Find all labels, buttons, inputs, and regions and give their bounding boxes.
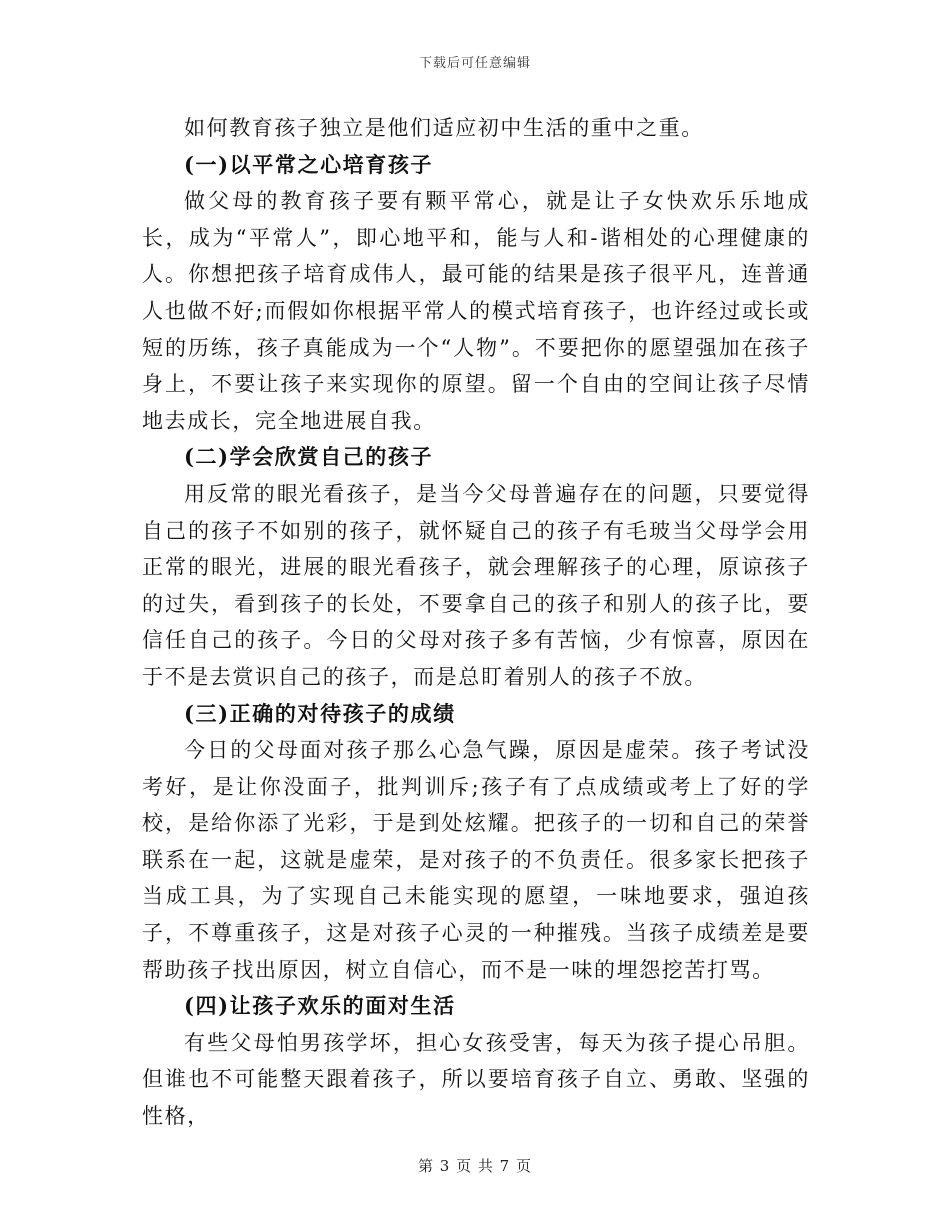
section-heading-4: (四)让孩子欢乐的面对生活 (184, 993, 456, 1019)
page-header: 下载后可任意编辑 (418, 56, 531, 71)
section-paragraph-3: 今日的父母面对孩子那么心急气躁，原因是虚荣。孩子考试没考好，是让你没面子，批判训斥;孩子有了点成绩或考上了好的学校，是给你添了光彩，于是到处炫耀。把孩子的一切和自己的荣誉联系在一起，这就是虚荣，是对孩子的不负责任。很多家长把孩子当成工具，为了实现自己未能实现的愿望，一味地要求，强迫孩子，不尊重孩子，这是对孩子心灵的一种摧残。当孩子成绩差是要帮助孩子找出原因，树立自信心，而不是一味的埋怨挖苦打骂。 (142, 738, 810, 982)
intro-paragraph: 如何教育孩子独立是他们适应初中生活的重中之重。 (184, 116, 704, 140)
section-paragraph-1: 做父母的教育孩子要有颗平常心，就是让子女快欢乐乐地成长，成为“平常人”，即心地平和，能与人和-谐相处的心理健康的人。你想把孩子培育成伟人，最可能的结果是孩子很平凡，连普通人也做不好;而假如你根据平常人的模式培育孩子，也许经过或长或短的历练，孩子真能成为一个“人物”。不要把你的愿望强加在孩子身上，不要让孩子来实现你的原望。留一个自由的空间让孩子尽情地去成长，完全地进展自我。 (142, 189, 810, 433)
section-paragraph-2: 用反常的眼光看孩子，是当今父母普遍存在的问题，只要觉得自己的孩子不如别的孩子，就怀疑自己的孩子有毛玻当父母学会用正常的眼光，进展的眼光看孩子，就会理解孩子的心理，原谅孩子的过失，看到孩子的长处，不要拿自己的孩子和别人的孩子比，要信任自己的孩子。今日的父母对孩子多有苦恼，少有惊喜，原因在于不是去赏识自己的孩子，而是总盯着别人的孩子不放。 (142, 481, 810, 689)
page-number: 第 3 页 共 7 页 (418, 1157, 532, 1175)
section-heading-2: (二)学会欣赏自己的孩子 (184, 444, 434, 470)
section-paragraph-4: 有些父母怕男孩学坏，担心女孩受害，每天为孩子提心吊胆。但谁也不可能整天跟着孩子，所以要培育孩子自立、勇敢、坚强的性格， (142, 1030, 810, 1129)
document-body (142, 110, 810, 1135)
section-heading-1: (一)以平常之心培育孩子 (184, 151, 434, 177)
section-heading-3: (三)正确的对待孩子的成绩 (184, 700, 456, 726)
